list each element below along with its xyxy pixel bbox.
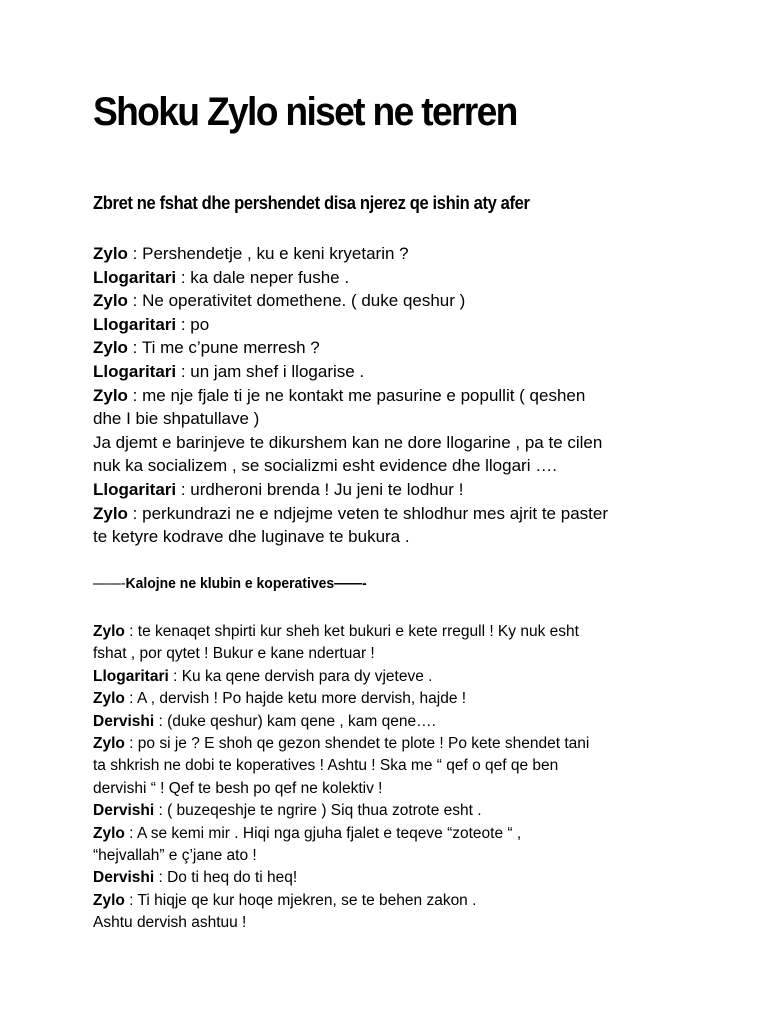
dialogue-text: : perkundrazi ne e ndjejme veten te shlodhur mes ajrit te paster <box>127 503 608 523</box>
dialogue-line <box>93 711 668 733</box>
dialogue-text: : Ku ka qene dervish para dy vjeteve . <box>168 667 433 685</box>
dialogue-line <box>93 478 683 502</box>
dialogue-line <box>93 525 683 549</box>
speaker-name: Llogaritari <box>93 267 177 287</box>
dialogue-line <box>93 266 683 290</box>
dialogue-text: : ka dale neper fushe . <box>176 267 350 287</box>
dialogue-line <box>93 643 668 665</box>
speaker-name: Llogaritari <box>93 479 177 499</box>
dialogue-text: dhe I bie shpatullave ) <box>93 409 260 429</box>
dialogue-line <box>93 289 683 313</box>
speaker-name: Zylo <box>93 623 125 640</box>
dialogue-line <box>93 407 683 431</box>
dialogue-line <box>93 621 668 643</box>
document-title: Shoku Zylo niset ne terren <box>93 90 517 134</box>
speaker-name: Dervishi <box>93 712 155 730</box>
dialogue-text: : me nje fjale ti je ne kontakt me pasurine e popullit ( qeshen <box>127 385 586 405</box>
dialogue-text: te ketyre kodrave dhe luginave te bukura . <box>93 527 410 547</box>
dialogue-text: : Pershendetje , ku e keni kryetarin ? <box>127 244 409 263</box>
dialogue-text: Ja djemt e barinjeve te dikurshem kan ne dore llogarine , pa te cilen <box>93 432 603 452</box>
dialogue-text: : Do ti heq do ti heq! <box>154 869 298 887</box>
dialogue-text: : urdheroni brenda ! Ju jeni te lodhur ! <box>176 479 464 499</box>
speaker-name: Zylo <box>93 385 128 405</box>
dialogue-section-2 <box>93 621 668 935</box>
speaker-name: Llogaritari <box>93 361 177 381</box>
divider-dash-left: ——- <box>93 575 126 592</box>
dialogue-text: : (duke qeshur) kam qene , kam qene…. <box>154 712 436 730</box>
dialogue-line <box>93 360 683 384</box>
dialogue-line <box>93 800 668 822</box>
dialogue-line <box>93 778 668 800</box>
dialogue-text: “hejvallah” e ç’jane ato ! <box>93 847 257 865</box>
dialogue-text: : un jam shef i llogarise . <box>176 361 365 381</box>
dialogue-text: : A , dervish ! Po hajde ketu more dervish, hajde ! <box>124 690 467 708</box>
dialogue-line <box>93 336 683 360</box>
speaker-name: Zylo <box>93 690 125 708</box>
dialogue-line <box>93 454 683 478</box>
dialogue-line <box>93 912 668 934</box>
dialogue-line <box>93 845 668 867</box>
dialogue-text: : Ti hiqje qe kur hoqe mjekren, se te behen zakon . <box>124 891 477 909</box>
dialogue-line <box>93 242 683 266</box>
dialogue-text: : ( buzeqeshje te ngrire ) Siq thua zotrote esht . <box>154 802 482 820</box>
speaker-name: Zylo <box>93 244 128 263</box>
dialogue-line <box>93 688 668 710</box>
dialogue-text: : po <box>176 314 210 334</box>
document-subtitle: Zbret ne fshat dhe pershendet disa njerez qe ishin aty afer <box>93 193 530 213</box>
dialogue-line <box>93 867 668 889</box>
divider-dash-right: ——- <box>334 575 367 592</box>
dialogue-text: Ashtu dervish ashtuu ! <box>93 914 247 932</box>
dialogue-text: : te kenaqet shpirti kur sheh ket bukuri e kete rregull ! Ky nuk esht <box>124 623 579 640</box>
speaker-name: Zylo <box>93 824 125 842</box>
speaker-name: Zylo <box>93 503 128 523</box>
dialogue-text: : Ne operativitet domethene. ( duke qeshur ) <box>127 291 466 311</box>
dialogue-text: : po si je ? E shoh qe gezon shendet te plote ! Po kete shendet tani <box>124 735 590 753</box>
dialogue-line <box>93 431 683 455</box>
speaker-name: Dervishi <box>93 802 155 820</box>
speaker-name: Zylo <box>93 735 125 753</box>
divider-text: Kalojne ne klubin e koperatives <box>125 575 335 592</box>
dialogue-line <box>93 890 668 912</box>
speaker-name: Zylo <box>93 291 128 311</box>
dialogue-line <box>93 666 668 688</box>
dialogue-text: nuk ka socializem , se socializmi esht evidence dhe llogari …. <box>93 456 557 476</box>
dialogue-line <box>93 823 668 845</box>
speaker-name: Zylo <box>93 891 125 909</box>
dialogue-text: : Ti me c’pune merresh ? <box>127 338 320 358</box>
dialogue-line <box>93 502 683 526</box>
speaker-name: Zylo <box>93 338 128 358</box>
dialogue-text: dervishi “ ! Qef te besh po qef ne kolektiv ! <box>93 779 383 797</box>
dialogue-section-1 <box>93 242 683 549</box>
dialogue-line <box>93 733 668 755</box>
speaker-name: Dervishi <box>93 869 155 887</box>
scene-divider <box>93 575 367 592</box>
speaker-name: Llogaritari <box>93 667 169 685</box>
dialogue-line <box>93 755 668 777</box>
speaker-name: Llogaritari <box>93 314 177 334</box>
dialogue-line <box>93 313 683 337</box>
dialogue-text: ta shkrish ne dobi te koperatives ! Ashtu ! Ska me “ qef o qef qe ben <box>93 757 559 775</box>
dialogue-text: fshat , por qytet ! Bukur e kane ndertuar ! <box>93 645 375 663</box>
dialogue-text: : A se kemi mir . Hiqi nga gjuha fjalet e teqeve “zoteote “ , <box>124 824 522 842</box>
dialogue-line <box>93 384 683 408</box>
